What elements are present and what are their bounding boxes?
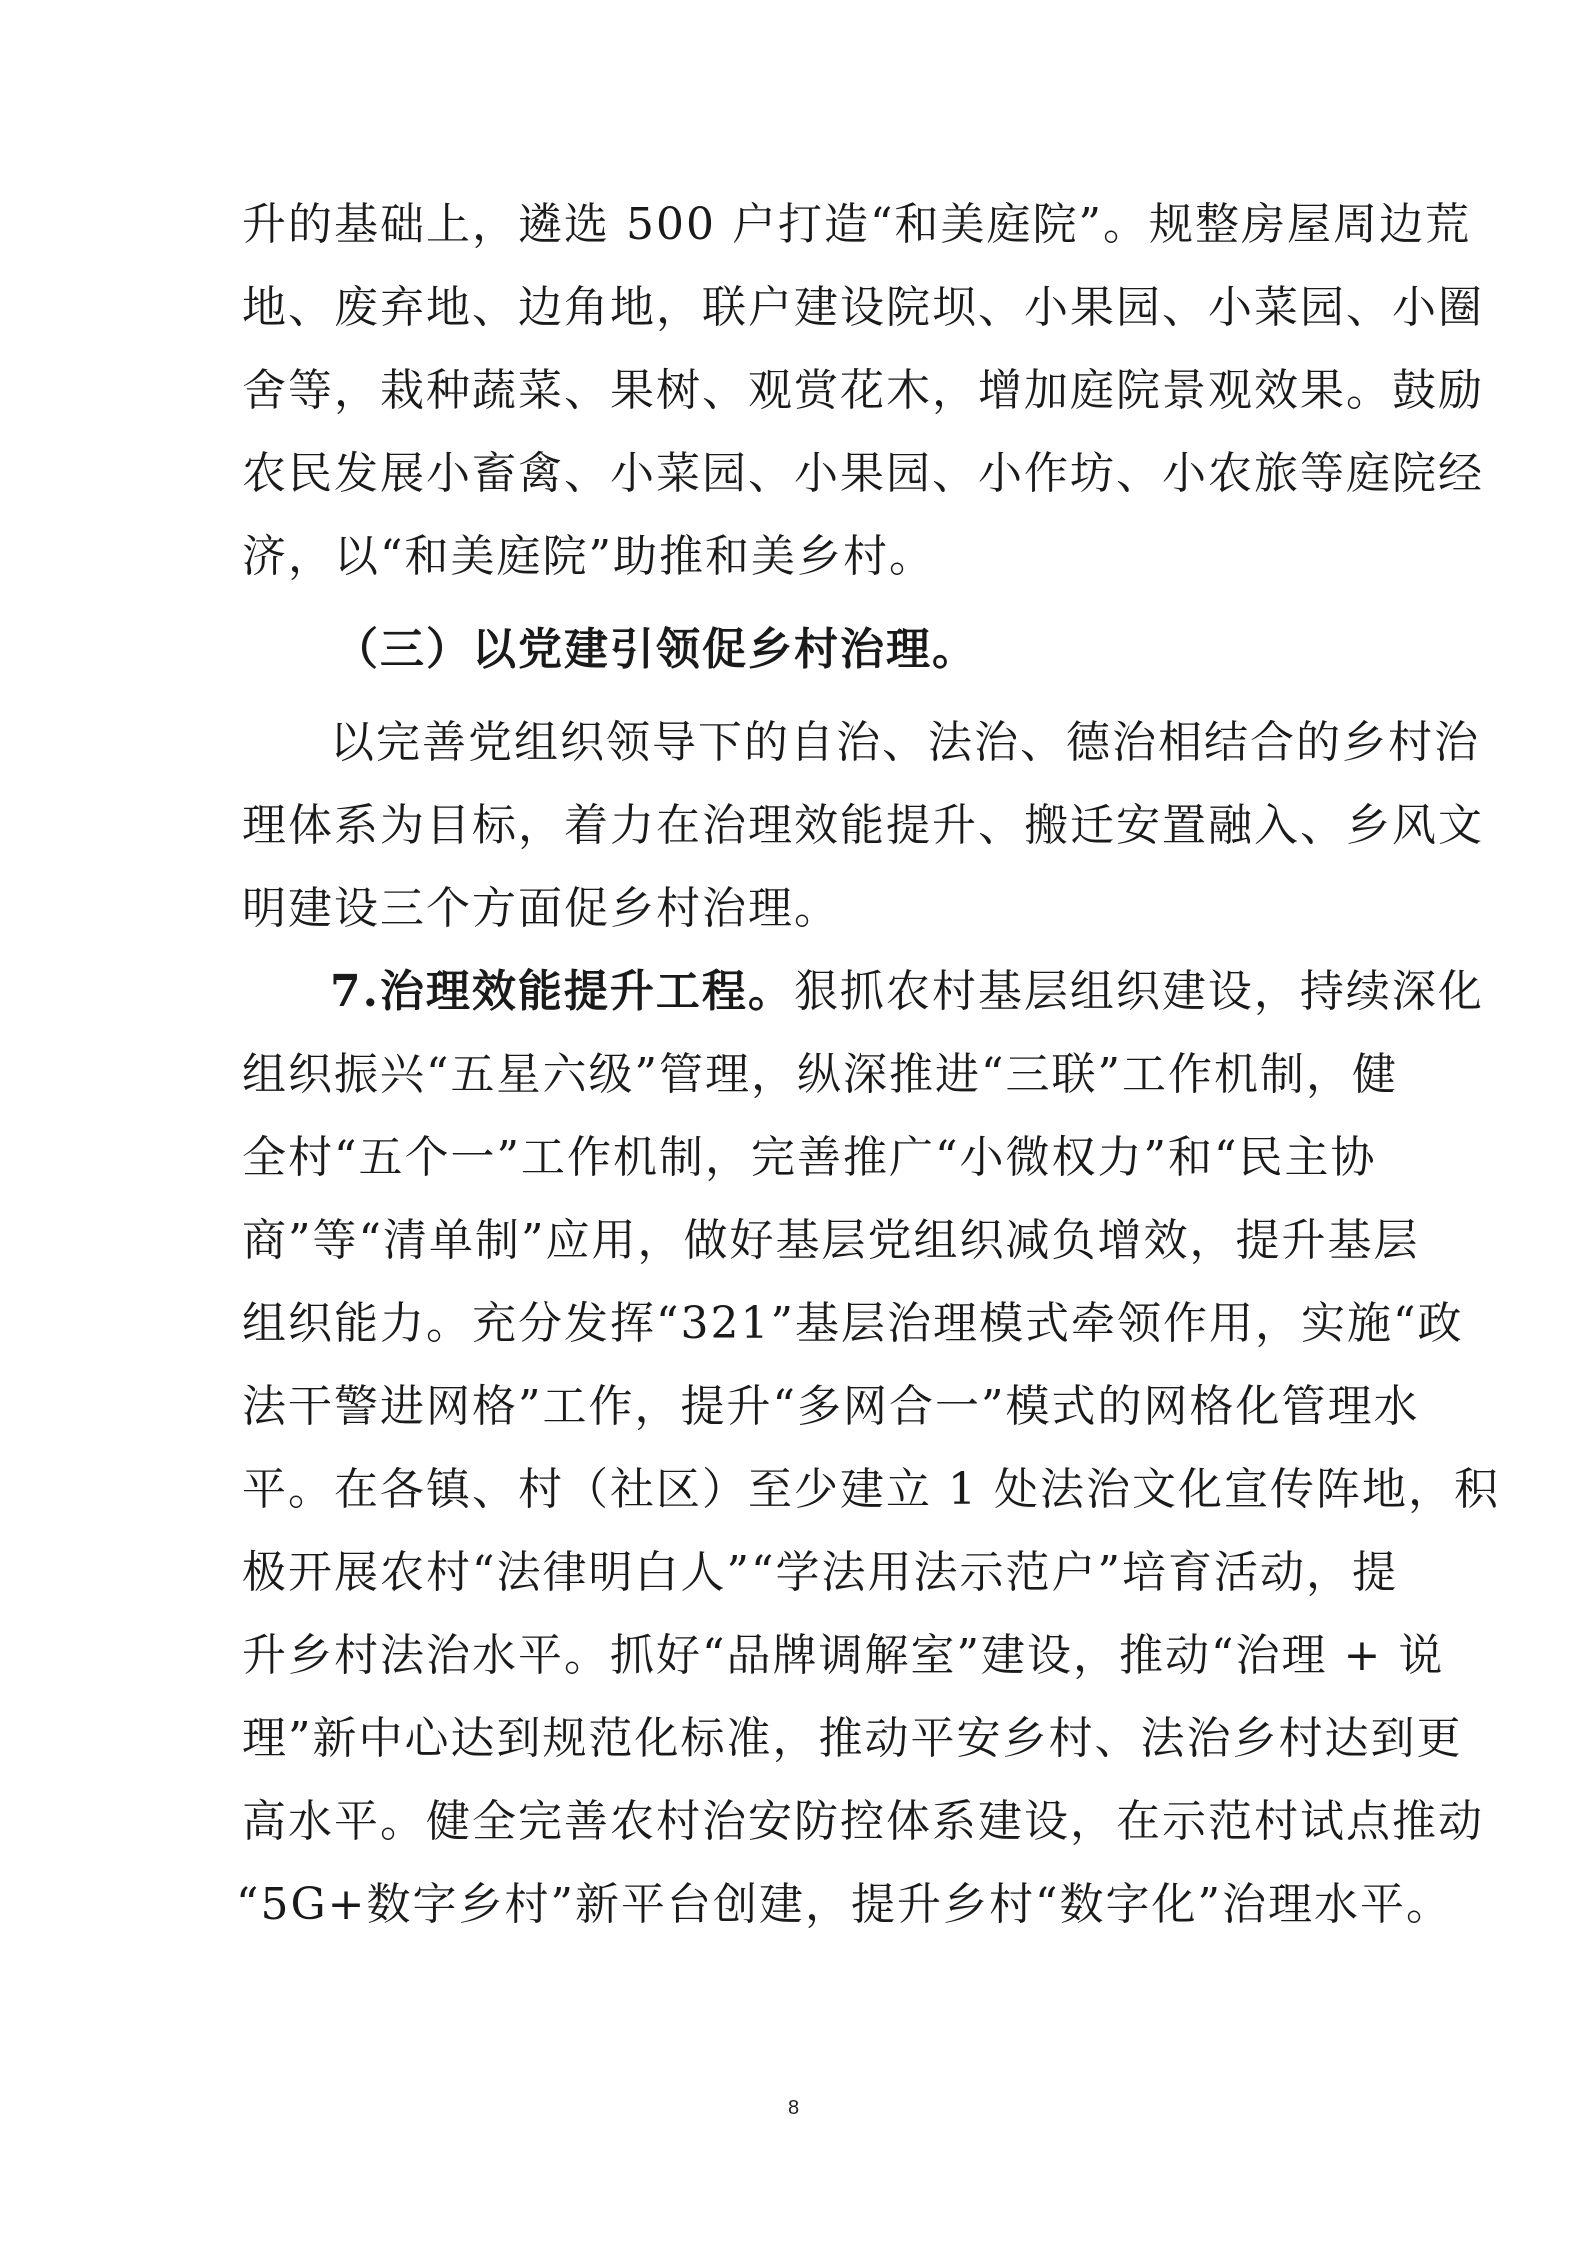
item-7-first-line-text: 狠抓农村基层组织建设，持续深化 bbox=[793, 966, 1484, 1017]
paragraph-line: 升乡村法治水平。抓好“品牌调解室”建设，推动“治理 + 说 bbox=[242, 1630, 1445, 1681]
paragraph-line: 商”等“清单制”应用，做好基层党组织减负增效，提升基层 bbox=[242, 1215, 1420, 1266]
paragraph-line: 舍等，栽种蔬菜、果树、观赏花木，增加庭院景观效果。鼓励 bbox=[242, 365, 1484, 416]
paragraph-line: 平。在各镇、村（社区）至少建立 1 处法治文化宣传阵地，积 bbox=[242, 1464, 1500, 1515]
item-7-heading: 7.治理效能提升工程。 bbox=[330, 966, 794, 1017]
item-7-first-line bbox=[330, 962, 1484, 1022]
paragraph-line: 理”新中心达到规范化标准，推动平安乡村、法治乡村达到更 bbox=[242, 1713, 1463, 1764]
paragraph-line: 极开展农村“法律明白人”“学法用法示范户”培育活动，提 bbox=[242, 1547, 1398, 1598]
paragraph-line: 全村“五个一”工作机制，完善推广“小微权力”和“民主协 bbox=[242, 1132, 1377, 1183]
section-heading: （三）以党建引领促乡村治理。 bbox=[334, 624, 978, 675]
paragraph-line: 明建设三个方面促乡村治理。 bbox=[242, 883, 840, 934]
paragraph-line: 组织振兴“五星六级”管理，纵深推进“三联”工作机制，健 bbox=[242, 1049, 1398, 1100]
paragraph-line: 组织能力。充分发挥“321”基层治理模式牵领作用，实施“政 bbox=[242, 1298, 1464, 1349]
paragraph-line: “5G+数字乡村”新平台创建，提升乡村“数字化”治理水平。 bbox=[236, 1879, 1452, 1930]
paragraph-line: 高水平。健全完善农村治安防控体系建设，在示范村试点推动 bbox=[242, 1796, 1484, 1847]
paragraph-line: 农民发展小畜禽、小菜园、小果园、小作坊、小农旅等庭院经 bbox=[242, 448, 1484, 499]
paragraph-line: 地、废弃地、边角地，联户建设院坝、小果园、小菜园、小圈 bbox=[242, 282, 1484, 333]
paragraph-line: 理体系为目标，着力在治理效能提升、搬迁安置融入、乡风文 bbox=[242, 800, 1484, 851]
paragraph-line: 升的基础上，遴选 500 户打造“和美庭院”。规整房屋周边荒 bbox=[242, 199, 1471, 250]
paragraph-line: 济，以“和美庭院”助推和美乡村。 bbox=[242, 531, 935, 582]
paragraph-line: 以完善党组织领导下的自治、法治、德治相结合的乡村治 bbox=[330, 717, 1480, 768]
paragraph-line: 法干警进网格”工作，提升“多网合一”模式的网格化管理水 bbox=[242, 1381, 1420, 1432]
page-number: 8 bbox=[787, 2097, 800, 2119]
